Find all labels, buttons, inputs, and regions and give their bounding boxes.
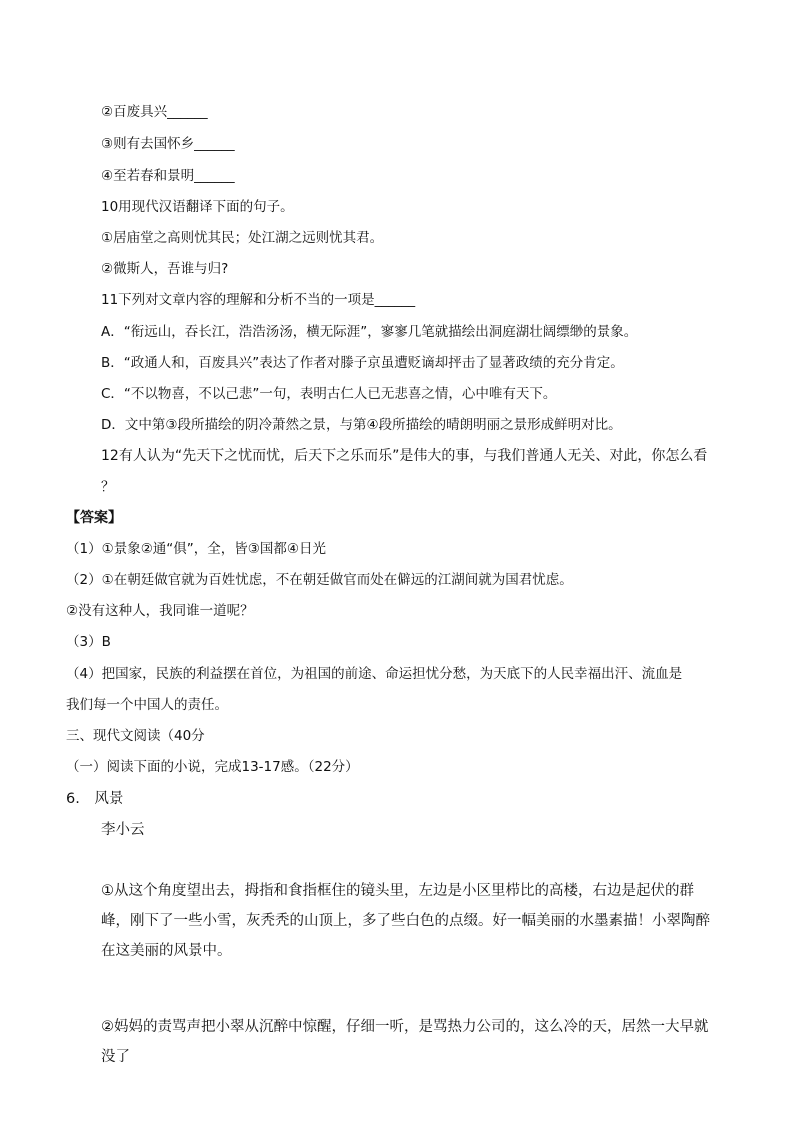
q9-item-3: ③则有去国怀乡______	[101, 136, 235, 152]
answer-3: （3）B	[66, 634, 111, 650]
section-subheading: （一）阅读下面的小说，完成13-17感。（22分）	[66, 759, 359, 775]
q12-prompt: 12有人认为“先天下之忧而忧，后天下之乐而乐”是伟大的事，与我们普通人无关、对此，你怎么看	[101, 448, 708, 464]
q10-prompt: 10用现代汉语翻译下面的句子。	[101, 199, 294, 215]
answer-2: （2）①在朝廷做官就为百姓忧虑，不在朝廷做官而处在僻远的江湖间就为国君忧虑。	[66, 572, 573, 588]
answer-4: （4）把国家，民族的利益摆在首位，为祖国的前途、命运担忧分愁，为天底下的人民幸福出汗、流血是	[66, 666, 683, 682]
answer-1: （1）①景象②通“俱”，全，皆③国都④日光	[66, 541, 326, 557]
answer-heading: 【答案】	[66, 510, 122, 526]
story-author: 李小云	[101, 822, 145, 838]
q10-sentence-2: ②微斯人，吾谁与归?	[101, 261, 229, 277]
q9-item-4: ④至若春和景明______	[101, 168, 235, 184]
q11-option-c: C．“不以物喜，不以己悲”一句，表明古仁人已无悲喜之情，心中唯有天下。	[101, 386, 557, 402]
q11-option-a: A．“衔远山，吞长江，浩浩汤汤，横无际涯”，寥寥几笔就描绘出洞庭湖壮阔缥缈的景象。	[101, 324, 638, 340]
story-paragraph-1: ①从这个角度望出去，拇指和食指框住的镜头里，左边是小区里栉比的高楼，右边是起伏的群峰，刚下了一些小雪，灰秃秃的山顶上，多了些白色的点缀。好一幅美丽的水墨素描！小翠陶醉在这美丽的风景中。	[101, 883, 710, 959]
section-heading: 三、现代文阅读（40分	[66, 728, 205, 744]
q12-prompt-tail: ？	[101, 479, 115, 495]
answer-2b: ②没有这种人，我同谁一道呢？	[66, 603, 254, 619]
q11-option-d: D．文中第③段所描绘的阴冷萧然之景，与第④段所描绘的晴朗明丽之景形成鲜明对比。	[101, 417, 622, 433]
story-paragraph-2: ②妈妈的责骂声把小翠从沉醉中惊醒，仔细一听，是骂热力公司的，这么冷的天，居然一大早就没了	[101, 1019, 709, 1065]
q10-sentence-1: ①居庙堂之高则忧其民；处江湖之远则忧其君。	[101, 230, 384, 246]
answer-4b: 我们每一个中国人的责任。	[66, 697, 228, 713]
story-title: 6. 风景	[66, 791, 124, 807]
q9-item-2: ②百废具兴______	[101, 104, 208, 120]
q11-prompt: 11下列对文章内容的理解和分析不当的一项是______	[101, 292, 416, 308]
q11-option-b: B．“政通人和，百废具兴”表达了作者对滕子京虽遭贬谪却抨击了显著政绩的充分肯定。	[101, 355, 624, 371]
